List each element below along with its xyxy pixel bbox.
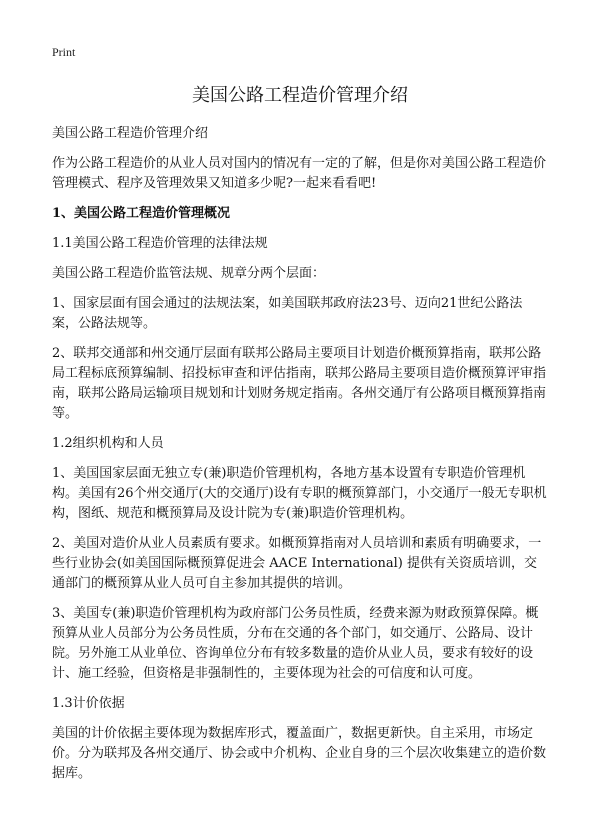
subsection-heading-laws: 1.1美国公路工程造价管理的法律法规 [52,236,268,251]
subsection-heading-pricing-basis: 1.3计价依据 [52,696,125,711]
subsection-heading-organization: 1.2组织机构和人员 [52,436,164,451]
paragraph: 美国的计价依据主要体现为数据库形式，覆盖面广，数据更新快。自主采用，市场定价。分为联邦及各州交通厅、协会或中介机构、企业自身的三个层次收集建立的造价数据库。 [52,726,547,781]
paragraph: 美国公路工程造价监管法规、规章分两个层面： [52,266,326,281]
paragraph: 1、国家层面有国会通过的法规法案，如美国联邦政府法23号、迈向21世纪公路法案，公路法规等。 [52,296,523,331]
print-link[interactable]: Print [52,45,76,59]
paragraph: 3、美国专(兼)职造价管理机构为政府部门公务员性质，经费来源为财政预算保障。概预算从业人员部分为公务员性质，分布在交通的各个部门，如交通厅、公路局、设计院。另外施工从业单位、咨询单位分布有较多数量的造价从业人员，要求有较好的设计、施工经验，但资格是非强制性的，主要体现为社会的可信度和认可度。 [52,606,539,681]
section-heading-overview: 1、美国公路工程造价管理概况 [52,206,231,221]
paragraph: 2、联邦交通部和州交通厅层面有联邦公路局主要项目计划造价概预算指南，联邦公路局工程标底预算编制、招投标审查和评估指南，联邦公路局主要项目造价概预算评审指南，联邦公路局运输项目规划和计划财务规定指南。各州交通厅有公路项目概预算指南等。 [52,346,547,421]
page-title: 美国公路工程造价管理介绍 [192,85,408,106]
paragraph: 2、美国对造价从业人员素质有要求。如概预算指南对人员培训和素质有明确要求，一些行业协会(如美国国际概预算促进会 AACE International) 提供有关资质培训，交通部门的概预算从业人员可自主参加其提供的培训。 [52,536,542,591]
paragraph: 1、美国国家层面无独立专(兼)职造价管理机构，各地方基本设置有专职造价管理机构。美国有26个州交通厅(大的交通厅)设有专职的概预算部门，小交通厅一般无专职机构，图纸、规范和概预算局及设计院为专(兼)职造价管理机构。 [52,466,547,521]
intro-paragraph: 作为公路工程造价的从业人员对国内的情况有一定的了解，但是你对美国公路工程造价管理模式、程序及管理效果又知道多少呢?一起来看看吧! [52,156,547,191]
subtitle: 美国公路工程造价管理介绍 [52,126,209,141]
